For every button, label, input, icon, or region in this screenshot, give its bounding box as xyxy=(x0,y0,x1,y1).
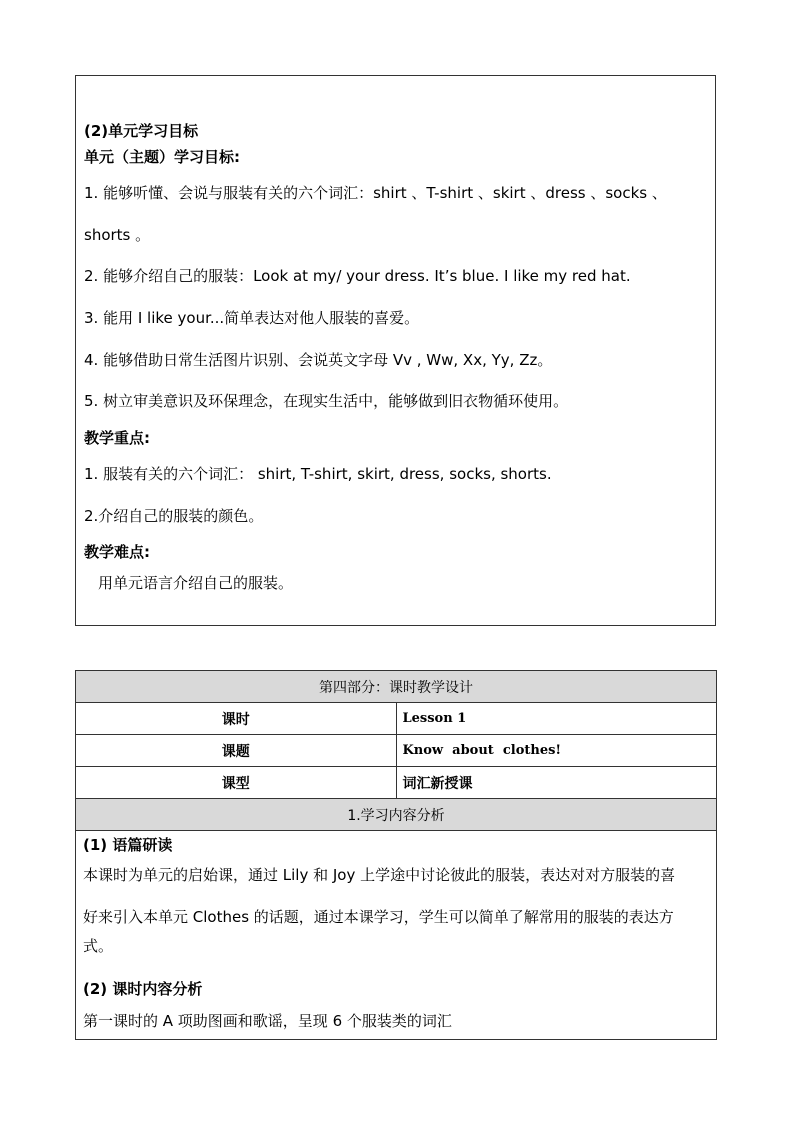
lesson-design-table xyxy=(75,670,717,1040)
reading-line-1: 本课时为单元的启始课，通过 Lily 和 Joy 上学途中讨论彼此的服装，表达对对方服装的喜 xyxy=(83,866,676,884)
key-points-heading: 教学重点: xyxy=(84,429,150,447)
analysis-title: 1.学习内容分析 xyxy=(76,799,717,831)
key-point-2: 2.介绍自己的服装的颜色。 xyxy=(84,507,264,525)
goal-1-cont: shorts 。 xyxy=(84,226,151,244)
goals-subheading: 单元（主题）学习目标: xyxy=(84,148,240,166)
difficulty-heading: 教学难点: xyxy=(84,543,150,561)
row-key-topic: 课题 xyxy=(76,735,397,767)
row-value-period: Lesson 1 xyxy=(396,703,717,735)
analysis-content xyxy=(76,831,717,1040)
row-value-topic: Know about clothes! xyxy=(396,735,717,767)
goal-3: 3. 能用 I like your...简单表达对他人服装的喜爱。 xyxy=(84,309,420,327)
row-value-type: 词汇新授课 xyxy=(396,767,717,799)
part4-title: 第四部分：课时教学设计 xyxy=(76,671,717,703)
unit-goals-box xyxy=(75,75,716,626)
difficulty-1: 用单元语言介绍自己的服装。 xyxy=(98,574,294,592)
goal-2: 2. 能够介绍自己的服装：Look at my/ your dress. It’s blue. I like my red hat. xyxy=(84,267,631,285)
reading-line-2: 好来引入本单元 Clothes 的话题，通过本课学习，学生可以简单了解常用的服装的表达方 xyxy=(83,908,674,926)
row-key-period: 课时 xyxy=(76,703,397,735)
lesson-heading: (2) 课时内容分析 xyxy=(83,980,203,998)
goal-4: 4. 能够借助日常生活图片识别、会说英文字母 Vv , Ww, Xx, Yy, Zz。 xyxy=(84,351,553,369)
reading-heading: (1) 语篇研读 xyxy=(83,836,173,854)
goal-5: 5. 树立审美意识及环保理念，在现实生活中，能够做到旧衣物循环使用。 xyxy=(84,392,569,410)
section-heading: (2)单元学习目标 xyxy=(84,122,199,140)
key-point-1: 1. 服装有关的六个词汇： shirt, T-shirt, skirt, dress, socks, shorts. xyxy=(84,465,552,483)
reading-line-3: 式。 xyxy=(83,937,114,955)
lesson-line-1: 第一课时的 A 项助图画和歌谣，呈现 6 个服装类的词汇 xyxy=(83,1012,452,1030)
row-key-type: 课型 xyxy=(76,767,397,799)
goal-1: 1. 能够听懂、会说与服装有关的六个词汇：shirt 、T-shirt 、skirt 、dress 、socks 、 xyxy=(84,184,667,202)
